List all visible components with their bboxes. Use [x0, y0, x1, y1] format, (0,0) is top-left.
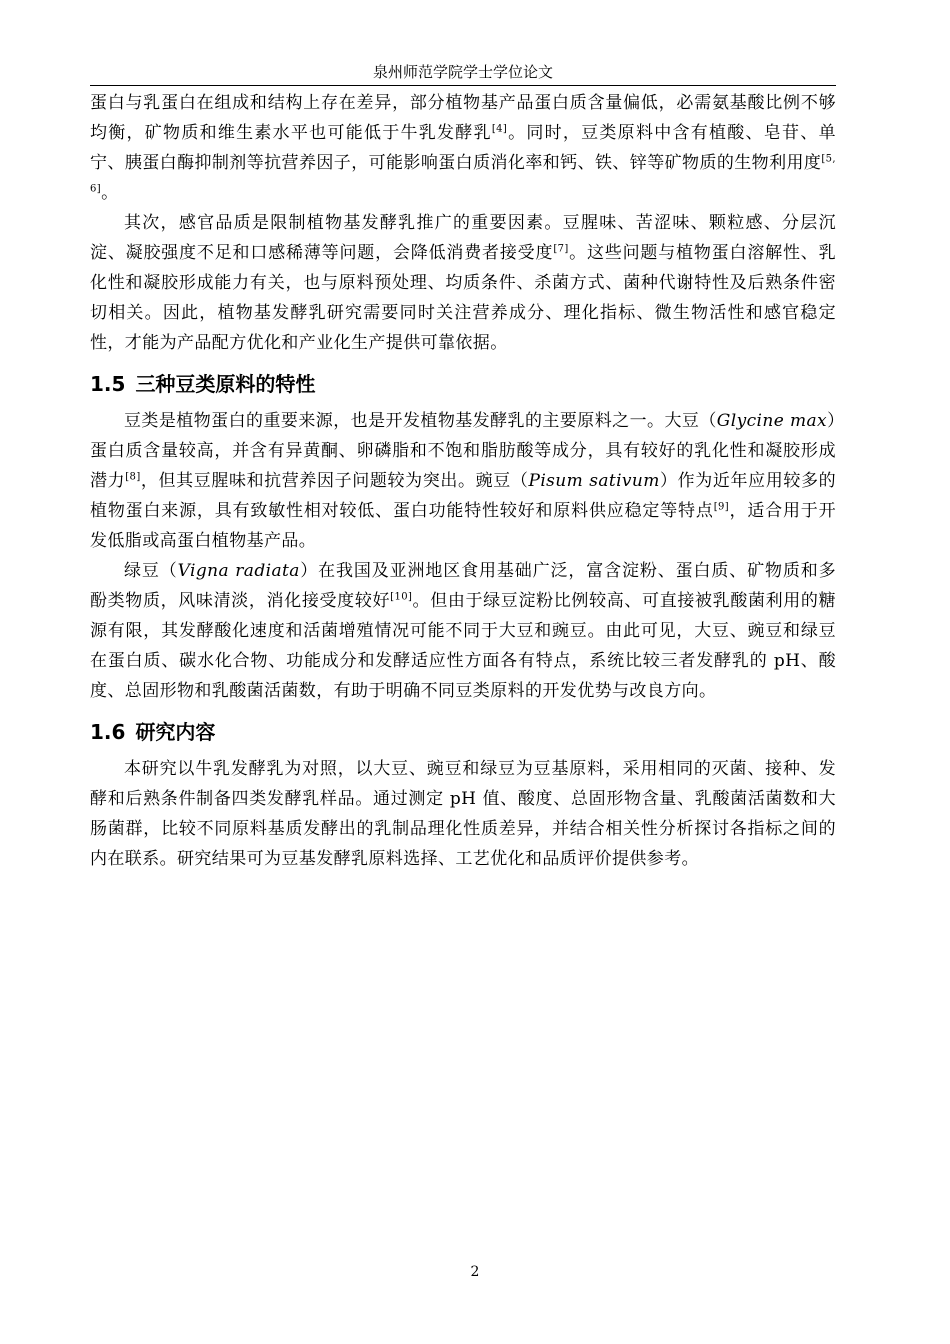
- citation: [7]: [553, 243, 569, 255]
- citation: [10]: [390, 591, 413, 603]
- citation: [4]: [491, 123, 508, 135]
- paragraph-nutrition-continued: 蛋白与乳蛋白在组成和结构上存在差异，部分植物基产品蛋白质含量偏低，必需氨基酸比例不够均衡，矿物质和维生素水平也可能低于牛乳发酵乳[4]。同时，豆类原料中含有植酸、皂苷、单宁、胰蛋白酶抑制剂等抗营养因子，可能影响蛋白质消化率和钙、铁、锌等矿物质的生物利用度[5, 6]。: [90, 93, 836, 203]
- species-name: Pisum sativum: [528, 471, 660, 491]
- citation: [5, 6]: [90, 153, 836, 195]
- species-name: Vigna radiata: [177, 561, 300, 581]
- paragraph-mung-bean: 绿豆（Vigna radiata）在我国及亚洲地区食用基础广泛，富含淀粉、蛋白质、矿物质和多酚类物质，风味清淡，消化接受度较好[10]。但由于绿豆淀粉比例较高、可直接被乳酸菌利用的糖源有限，其发酵酸化速度和活菌增殖情况可能不同于大豆和豌豆。由此可见，大豆、豌豆和绿豆在蛋白质、碳水化合物、功能成分和发酵适应性方面各有特点，系统比较三者发酵乳的 pH、酸度、总固形物和乳酸菌活菌数，有助于明确不同豆类原料的开发优势与改良方向。: [90, 561, 837, 701]
- section-number: 1.5: [90, 372, 126, 396]
- species-name: Glycine max: [716, 411, 828, 431]
- section-title: 研究内容: [135, 720, 216, 744]
- running-header: 泉州师范学院学士学位论文: [372, 63, 553, 81]
- section-heading-1-6: [90, 717, 836, 747]
- paragraph-research-content: 本研究以牛乳发酵乳为对照，以大豆、豌豆和绿豆为豆基原料，采用相同的灭菌、接种、发酵和后熟条件制备四类发酵乳样品。通过测定 pH 值、酸度、总固形物含量、乳酸菌活菌数和大肠菌群，比较不同原料基质发酵出的乳制品理化性质差异，并结合相关性分析探讨各指标之间的内在联系。研究结果可为豆基发酵乳原料选择、工艺优化和品质评价提供参考。: [90, 759, 836, 869]
- citation: [9]: [713, 501, 730, 513]
- paragraph-sensory-quality: 其次，感官品质是限制植物基发酵乳推广的重要因素。豆腥味、苦涩味、颗粒感、分层沉淀、凝胶强度不足和口感稀薄等问题，会降低消费者接受度[7]。这些问题与植物蛋白溶解性、乳化性和凝胶形成能力有关，也与原料预处理、均质条件、杀菌方式、菌种代谢特性及后熟条件密切相关。因此，植物基发酵乳研究需要同时关注营养成分、理化指标、微生物活性和感官稳定性，才能为产品配方优化和产业化生产提供可靠依据。: [90, 213, 837, 353]
- citation: [8]: [125, 471, 141, 483]
- section-number: 1.6: [90, 720, 126, 744]
- body-content: [90, 88, 836, 874]
- section-title: 三种豆类原料的特性: [135, 372, 316, 396]
- paragraph-soy-pea: 豆类是植物蛋白的重要来源，也是开发植物基发酵乳的主要原料之一。大豆（Glycine max）蛋白质含量较高，并含有异黄酮、卵磷脂和不饱和脂肪酸等成分，具有较好的乳化性和凝胶形成潜力[8]，但其豆腥味和抗营养因子问题较为突出。豌豆（Pisum sativum）作为近年应用较多的植物蛋白来源，具有致敏性相对较低、蛋白功能特性较好和原料供应稳定等特点[9]，适合用于开发低脂或高蛋白植物基产品。: [90, 411, 836, 551]
- section-heading-1-5: [90, 369, 836, 399]
- page-number: 2: [470, 1264, 480, 1280]
- header-rule: [90, 85, 836, 86]
